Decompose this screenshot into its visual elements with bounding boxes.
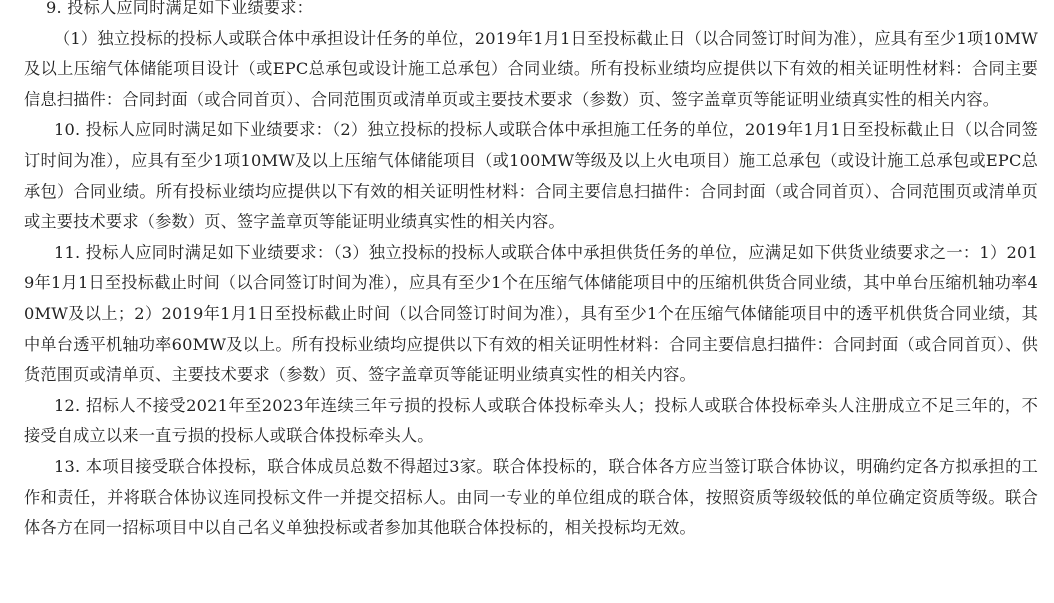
paragraph-9-heading: 9. 投标人应同时满足如下业绩要求： xyxy=(46,0,314,17)
paragraph-9-item-1: （1）独立投标的投标人或联合体中承担设计任务的单位，2019年1月1日至投标截止日（以合同签订时间为准），应具有至少1项10MW及以上压缩气体储能项目设计（或EPC总承包或设计施工总承包）合同业绩。所有投标业绩均应提供以下有效的相关证明性材料：合同主要信息扫描件：合同封面（或合同首页）、合同范围页或清单页或主要技术要求（参数）页、签字盖章页等能证明业绩真实性的相关内容。 xyxy=(24,28,1038,109)
paragraph-12: 12. 招标人不接受2021年至2023年连续三年亏损的投标人或联合体投标牵头人；投标人或联合体投标牵头人注册成立不足三年的，不接受自成立以来一直亏损的投标人或联合体投标牵头人。 xyxy=(24,395,1038,446)
paragraph-10: 10. 投标人应同时满足如下业绩要求：（2）独立投标的投标人或联合体中承担施工任务的单位，2019年1月1日至投标截止日（以合同签订时间为准），应具有至少1项10MW及以上压缩气体储能项目（或100MW等级及以上火电项目）施工总承包（或设计施工总承包或EPC总承包）合同业绩。所有投标业绩均应提供以下有效的相关证明性材料：合同主要信息扫描件：合同封面（或合同首页）、合同范围页或清单页或主要技术要求（参数）页、签字盖章页等能证明业绩真实性的相关内容。 xyxy=(24,120,1038,232)
paragraph-13: 13. 本项目接受联合体投标，联合体成员总数不得超过3家。联合体投标的，联合体各方应当签订联合体协议，明确约定各方拟承担的工作和责任，并将联合体协议连同投标文件一并提交招标人。由同一专业的单位组成的联合体，按照资质等级较低的单位确定资质等级。联合体各方在同一招标项目中以自己名义单独投标或者参加其他联合体投标的，相关投标均无效。 xyxy=(24,456,1038,538)
paragraph-11: 11. 投标人应同时满足如下业绩要求：（3）独立投标的投标人或联合体中承担供货任务的单位，应满足如下供货业绩要求之一：1）2019年1月1日至投标截止时间（以合同签订时间为准），应具有至少1个在压缩气体储能项目中的压缩机供货合同业绩，其中单台压缩机轴功率40MW及以上；2）2019年1月1日至投标截止时间（以合同签订时间为准），具有至少1个在压缩气体储能项目中的透平机供货合同业绩，其中单台透平机轴功率60MW及以上。所有投标业绩均应提供以下有效的相关证明性材料：合同主要信息扫描件：合同封面（或合同首页）、供货范围页或清单页、主要技术要求（参数）页、签字盖章页等能证明业绩真实性的相关内容。 xyxy=(24,242,1038,385)
